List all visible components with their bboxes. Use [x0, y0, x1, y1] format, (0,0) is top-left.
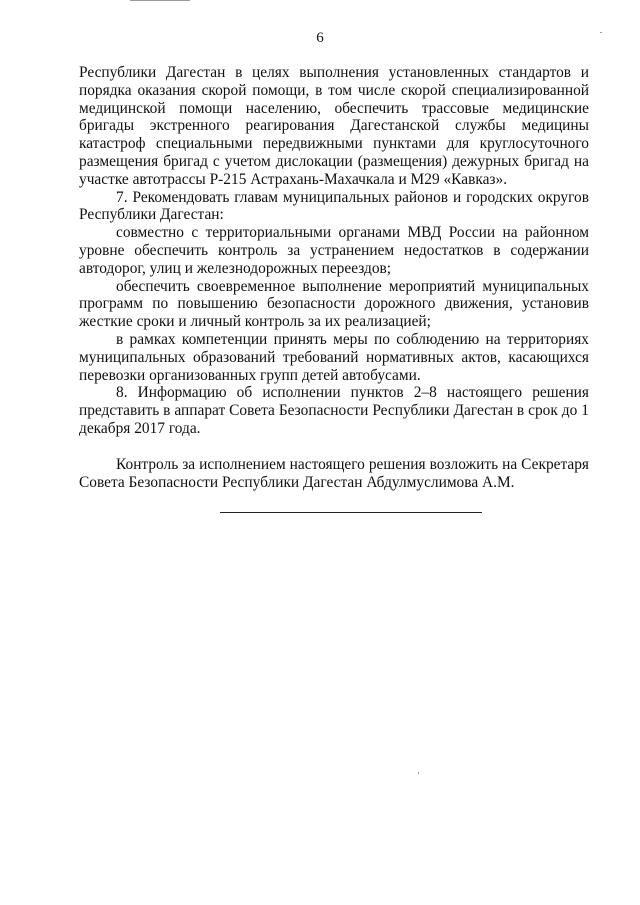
- scan-artifact: [418, 772, 419, 774]
- paragraph-subitem-programs: обеспечить своевременное выполнение мероприятий муниципальных программ по повышению безопасности дорожного движения, установив жесткие сроки и личный контроль за их реализацией;: [79, 277, 589, 331]
- paragraph-control: Контроль за исполнением настоящего решения возложить на Секретаря Совета Безопасности Республики Дагестан Абдулмуслимова А.М.: [79, 455, 589, 491]
- paragraph-item-8: 8. Информацию об исполнении пунктов 2–8 настоящего решения представить в аппарат Совета Безопасности Республики Дагестан в срок до 1 декабря 2017 года.: [79, 384, 589, 437]
- paragraph-item-7: 7. Рекомендовать главам муниципальных районов и городских округов Республики Дагестан:: [79, 188, 589, 224]
- paragraph-continuation: Республики Дагестан в целях выполнения установленных стандартов и порядка оказания скорой помощи, в том числе скорой специализированной медицинской помощи населению, обеспечить трассовые медицинские бригады экстренного реагирования Дагестанской службы медицины катастроф специальными передвижными пунктами для круглосуточного размещения бригад с учетом дислокации (размещения) дежурных бригад на участке автотрассы Р-215 Астрахань-Махачкала и М29 «Кавказ».: [79, 64, 589, 188]
- scan-artifact: [130, 0, 190, 1]
- paragraph-subitem-mvd: совместно с территориальными органами МВД России на районном уровне обеспечить контроль за устранением недостатков в содержании автодорог, улиц и железнодорожных переездов;: [79, 224, 589, 277]
- closing-line: [220, 512, 482, 513]
- document-body: [79, 64, 589, 491]
- paragraph-gap: [79, 438, 589, 456]
- paragraph-subitem-children-transport: в рамках компетенции принять меры по соблюдению на территориях муниципальных образований требований нормативных актов, касающихся перевозки организованных групп детей автобусами.: [79, 330, 589, 384]
- page-number: 6: [316, 30, 324, 46]
